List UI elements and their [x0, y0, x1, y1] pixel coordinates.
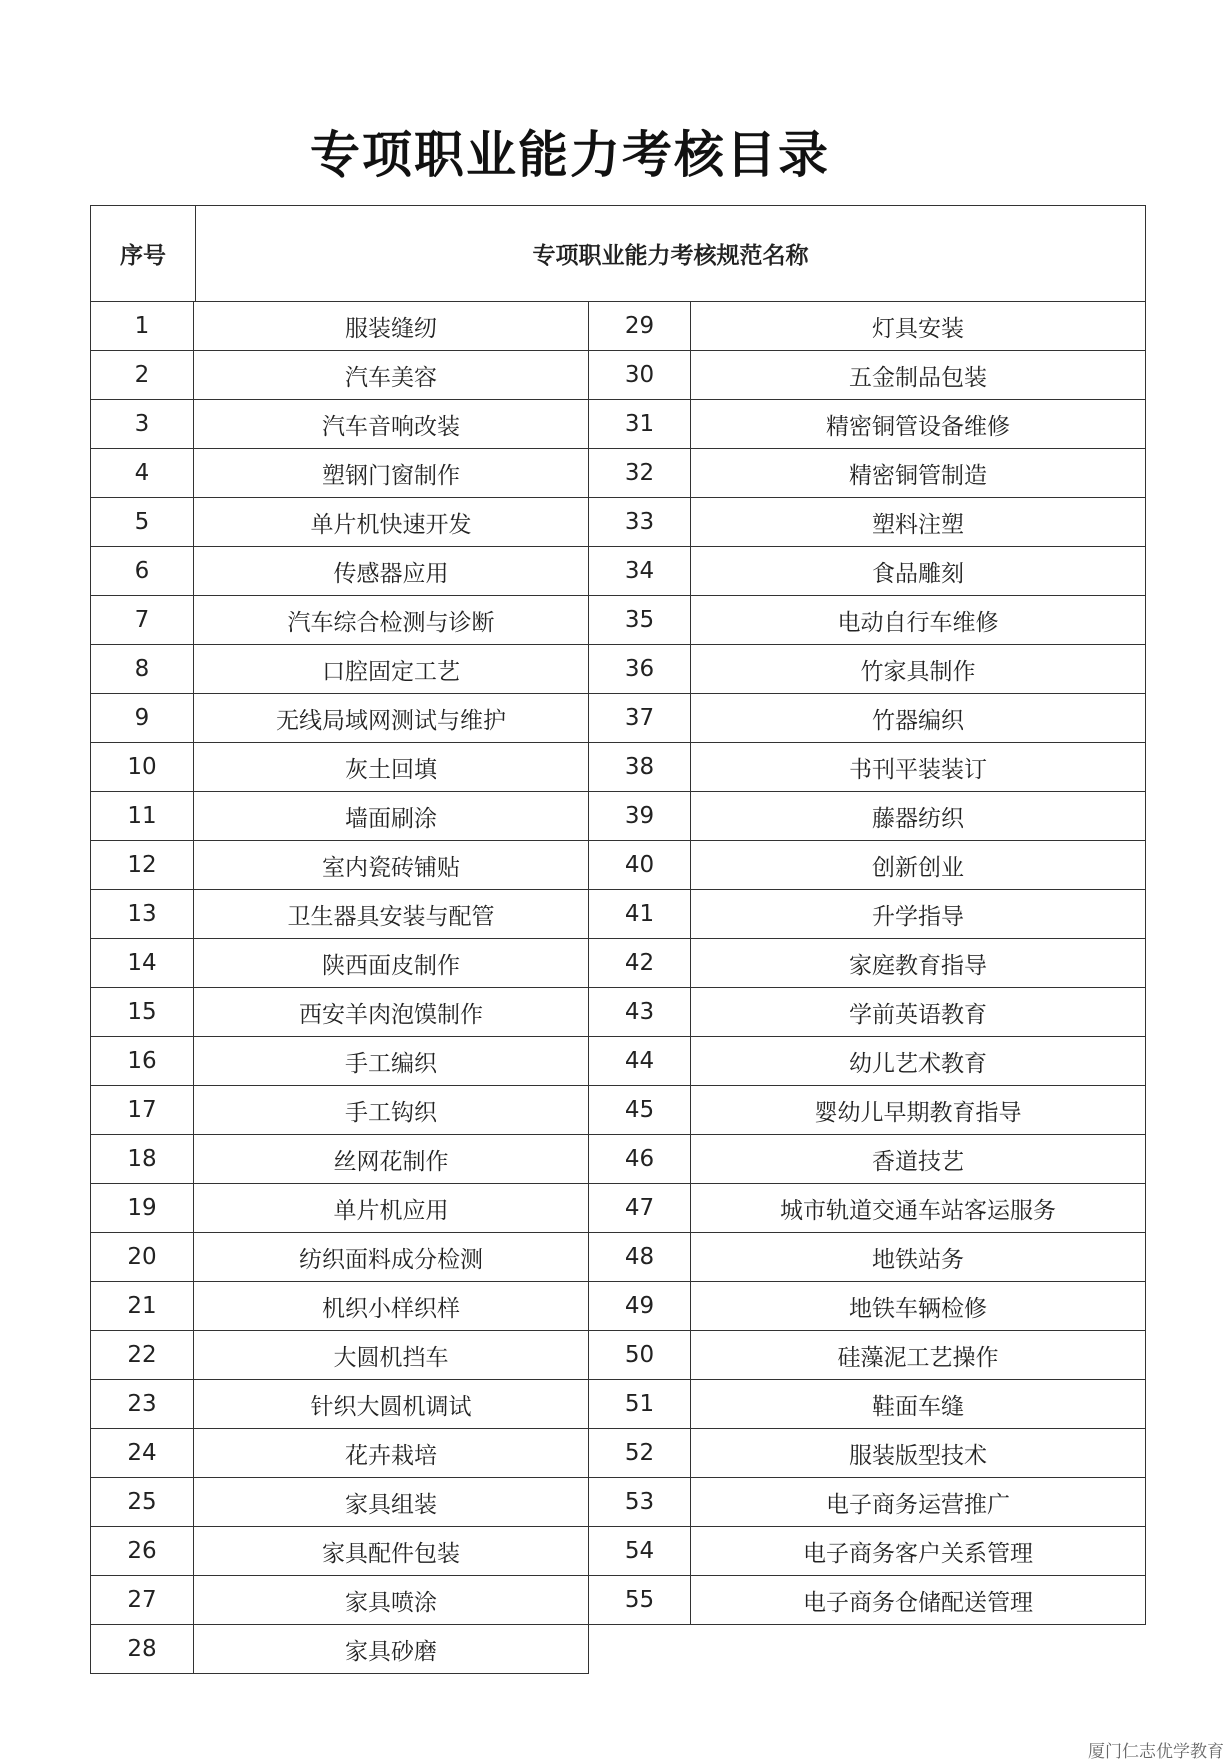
row-name: 电子商务仓储配送管理 — [691, 1576, 1146, 1625]
row-number: 47 — [589, 1184, 691, 1233]
row-name: 香道技艺 — [691, 1135, 1146, 1184]
row-number: 12 — [90, 841, 194, 890]
row-name: 电子商务运营推广 — [691, 1478, 1146, 1527]
table-body — [90, 302, 1146, 1674]
table-row — [90, 1282, 1146, 1331]
row-name: 汽车美容 — [194, 351, 589, 400]
row-number: 39 — [589, 792, 691, 841]
row-name: 纺织面料成分检测 — [194, 1233, 589, 1282]
row-number: 41 — [589, 890, 691, 939]
table-row — [90, 1086, 1146, 1135]
row-number: 27 — [90, 1576, 194, 1625]
row-name: 家具组装 — [194, 1478, 589, 1527]
row-name: 卫生器具安装与配管 — [194, 890, 589, 939]
row-number: 48 — [589, 1233, 691, 1282]
row-number: 45 — [589, 1086, 691, 1135]
row-name: 电子商务客户关系管理 — [691, 1527, 1146, 1576]
row-name: 书刊平装装订 — [691, 743, 1146, 792]
row-name: 家具砂磨 — [194, 1625, 589, 1674]
row-name: 鞋面车缝 — [691, 1380, 1146, 1429]
table-row — [90, 743, 1146, 792]
row-name: 幼儿艺术教育 — [691, 1037, 1146, 1086]
watermark-text: 厦门仁志优学教育 — [1088, 1742, 1224, 1762]
row-name: 灰土回填 — [194, 743, 589, 792]
row-number: 22 — [90, 1331, 194, 1380]
row-name: 机织小样织样 — [194, 1282, 589, 1331]
row-name: 大圆机挡车 — [194, 1331, 589, 1380]
table-row — [90, 1184, 1146, 1233]
row-name: 五金制品包装 — [691, 351, 1146, 400]
row-number: 16 — [90, 1037, 194, 1086]
row-name: 针织大圆机调试 — [194, 1380, 589, 1429]
table-row — [90, 694, 1146, 743]
table-row — [90, 498, 1146, 547]
row-number: 8 — [90, 645, 194, 694]
row-name: 升学指导 — [691, 890, 1146, 939]
row-name: 婴幼儿早期教育指导 — [691, 1086, 1146, 1135]
table-row — [90, 792, 1146, 841]
row-number: 42 — [589, 939, 691, 988]
row-number: 46 — [589, 1135, 691, 1184]
table-row — [90, 1576, 1146, 1625]
row-name: 塑钢门窗制作 — [194, 449, 589, 498]
table-row — [90, 449, 1146, 498]
table-row — [90, 1527, 1146, 1576]
table-row — [90, 547, 1146, 596]
row-number: 23 — [90, 1380, 194, 1429]
row-number: 25 — [90, 1478, 194, 1527]
page-title: 专项职业能力考核目录 — [310, 125, 830, 184]
table-row — [90, 1380, 1146, 1429]
table-row — [90, 596, 1146, 645]
row-name: 创新创业 — [691, 841, 1146, 890]
row-number: 17 — [90, 1086, 194, 1135]
row-number: 19 — [90, 1184, 194, 1233]
row-number: 36 — [589, 645, 691, 694]
row-number: 33 — [589, 498, 691, 547]
row-number: 34 — [589, 547, 691, 596]
row-name: 精密铜管制造 — [691, 449, 1146, 498]
table-row — [90, 1037, 1146, 1086]
row-number: 32 — [589, 449, 691, 498]
table-row — [90, 645, 1146, 694]
row-number: 3 — [90, 400, 194, 449]
row-name: 手工钩织 — [194, 1086, 589, 1135]
row-number: 21 — [90, 1282, 194, 1331]
table-row — [90, 1331, 1146, 1380]
row-number: 37 — [589, 694, 691, 743]
row-number: 18 — [90, 1135, 194, 1184]
row-number: 7 — [90, 596, 194, 645]
row-number: 1 — [90, 302, 194, 351]
row-name: 服装版型技术 — [691, 1429, 1146, 1478]
row-name: 食品雕刻 — [691, 547, 1146, 596]
row-number: 49 — [589, 1282, 691, 1331]
row-name: 地铁站务 — [691, 1233, 1146, 1282]
row-number: 10 — [90, 743, 194, 792]
row-number: 9 — [90, 694, 194, 743]
row-number: 5 — [90, 498, 194, 547]
row-name: 家具配件包装 — [194, 1527, 589, 1576]
row-number: 2 — [90, 351, 194, 400]
row-name: 单片机快速开发 — [194, 498, 589, 547]
table-header — [90, 205, 1146, 302]
row-number: 13 — [90, 890, 194, 939]
table-row — [90, 939, 1146, 988]
row-name: 竹家具制作 — [691, 645, 1146, 694]
row-number: 50 — [589, 1331, 691, 1380]
row-number: 43 — [589, 988, 691, 1037]
row-name: 城市轨道交通车站客运服务 — [691, 1184, 1146, 1233]
table-row — [90, 400, 1146, 449]
row-name: 手工编织 — [194, 1037, 589, 1086]
row-name: 丝网花制作 — [194, 1135, 589, 1184]
row-name: 汽车音响改装 — [194, 400, 589, 449]
row-number: 11 — [90, 792, 194, 841]
row-number: 29 — [589, 302, 691, 351]
row-name: 口腔固定工艺 — [194, 645, 589, 694]
row-number: 38 — [589, 743, 691, 792]
row-name: 花卉栽培 — [194, 1429, 589, 1478]
row-name: 竹器编织 — [691, 694, 1146, 743]
row-number: 31 — [589, 400, 691, 449]
table-row — [90, 890, 1146, 939]
row-number: 26 — [90, 1527, 194, 1576]
row-number: 4 — [90, 449, 194, 498]
row-name: 单片机应用 — [194, 1184, 589, 1233]
header-name: 专项职业能力考核规范名称 — [532, 243, 809, 269]
table-row — [90, 841, 1146, 890]
table-row — [90, 1233, 1146, 1282]
header-seq: 序号 — [91, 206, 196, 301]
row-name: 电动自行车维修 — [691, 596, 1146, 645]
row-number: 28 — [90, 1625, 194, 1674]
table-row — [90, 351, 1146, 400]
table-row — [90, 1625, 1146, 1674]
row-name: 家庭教育指导 — [691, 939, 1146, 988]
row-number: 14 — [90, 939, 194, 988]
table-row — [90, 1478, 1146, 1527]
row-name: 陕西面皮制作 — [194, 939, 589, 988]
row-number: 55 — [589, 1576, 691, 1625]
table-row — [90, 302, 1146, 351]
table-row — [90, 1135, 1146, 1184]
row-number: 51 — [589, 1380, 691, 1429]
row-number: 30 — [589, 351, 691, 400]
catalog-table — [90, 205, 1146, 1674]
row-name: 墙面刷涂 — [194, 792, 589, 841]
row-number: 6 — [90, 547, 194, 596]
row-name: 硅藻泥工艺操作 — [691, 1331, 1146, 1380]
row-number: 40 — [589, 841, 691, 890]
row-number: 52 — [589, 1429, 691, 1478]
row-name: 家具喷涂 — [194, 1576, 589, 1625]
row-number: 15 — [90, 988, 194, 1037]
row-name: 汽车综合检测与诊断 — [194, 596, 589, 645]
row-name: 西安羊肉泡馍制作 — [194, 988, 589, 1037]
row-number: 35 — [589, 596, 691, 645]
table-row — [90, 988, 1146, 1037]
row-number: 20 — [90, 1233, 194, 1282]
row-name: 学前英语教育 — [691, 988, 1146, 1037]
row-name: 服装缝纫 — [194, 302, 589, 351]
row-name: 精密铜管设备维修 — [691, 400, 1146, 449]
row-number: 53 — [589, 1478, 691, 1527]
row-name: 无线局域网测试与维护 — [194, 694, 589, 743]
row-name: 塑料注塑 — [691, 498, 1146, 547]
row-name: 藤器纺织 — [691, 792, 1146, 841]
table-row — [90, 1429, 1146, 1478]
row-number: 24 — [90, 1429, 194, 1478]
row-number: 54 — [589, 1527, 691, 1576]
row-name: 地铁车辆检修 — [691, 1282, 1146, 1331]
row-name: 室内瓷砖铺贴 — [194, 841, 589, 890]
row-name: 传感器应用 — [194, 547, 589, 596]
row-name: 灯具安装 — [691, 302, 1146, 351]
row-number: 44 — [589, 1037, 691, 1086]
